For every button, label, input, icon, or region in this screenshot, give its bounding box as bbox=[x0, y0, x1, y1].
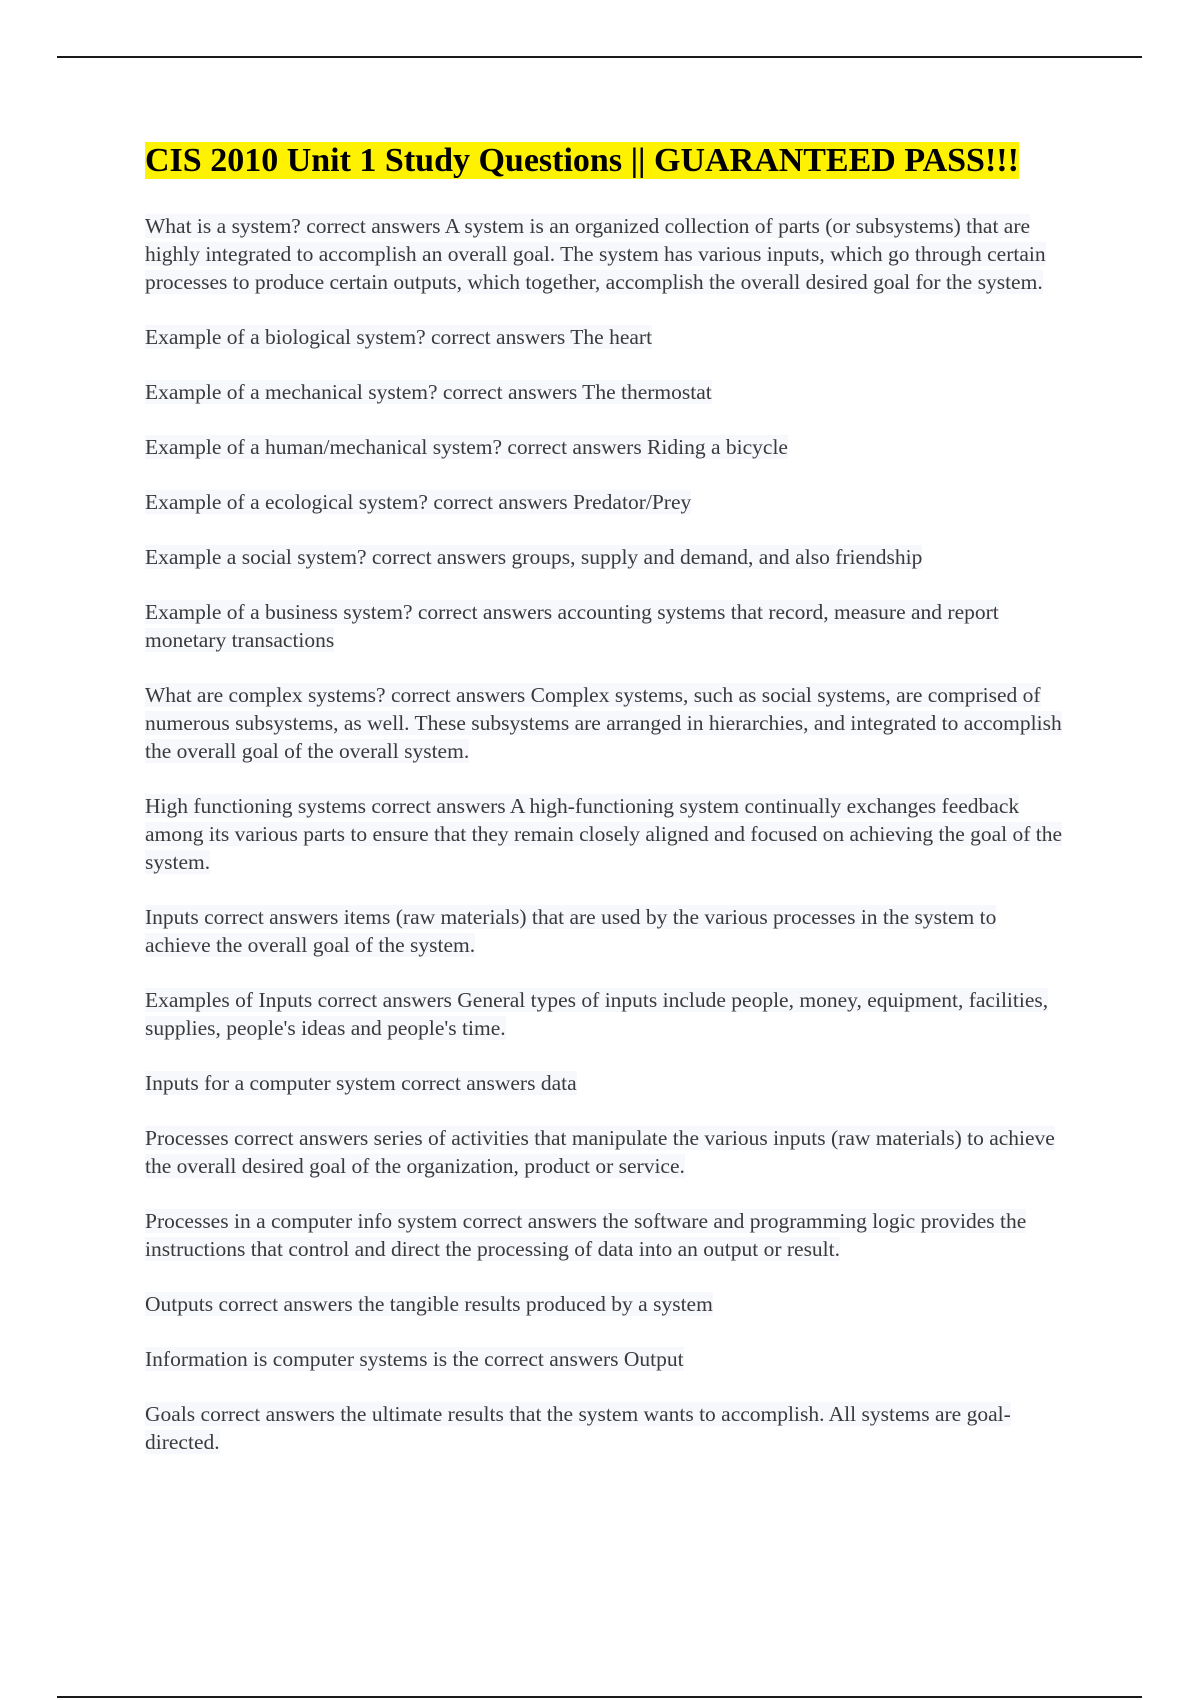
qa-text: Examples of Inputs correct answers General types of inputs include people, money, equipment, facilities, supplies, people's ideas and people's time. bbox=[145, 988, 1049, 1040]
qa-text: Outputs correct answers the tangible results produced by a system bbox=[145, 1292, 713, 1316]
qa-item bbox=[145, 378, 1065, 406]
bottom-rule bbox=[57, 1696, 1142, 1698]
qa-text: Example of a biological system? correct answers The heart bbox=[145, 325, 653, 349]
qa-text: Example of a ecological system? correct answers Predator/Prey bbox=[145, 490, 692, 514]
qa-text: Inputs correct answers items (raw materials) that are used by the various processes in the system to achieve the overall goal of the system. bbox=[145, 905, 997, 957]
qa-item bbox=[145, 1290, 1065, 1318]
qa-item bbox=[145, 903, 1065, 959]
qa-item bbox=[145, 433, 1065, 461]
qa-item bbox=[145, 598, 1065, 654]
qa-text: What are complex systems? correct answers Complex systems, such as social systems, are comprised of numerous subsystems, as well. These subsystems are arranged in hierarchies, and integrated to accomplish the overall goal of the overall system. bbox=[145, 683, 1062, 763]
qa-text: Example of a human/mechanical system? correct answers Riding a bicycle bbox=[145, 435, 788, 459]
qa-text: Inputs for a computer system correct answers data bbox=[145, 1071, 577, 1095]
qa-item bbox=[145, 212, 1065, 296]
qa-item bbox=[145, 1400, 1065, 1456]
qa-text: Processes in a computer info system correct answers the software and programming logic provides the instructions that control and direct the processing of data into an output or result. bbox=[145, 1209, 1027, 1261]
qa-text: Example of a business system? correct answers accounting systems that record, measure and report monetary transactions bbox=[145, 600, 999, 652]
qa-item bbox=[145, 323, 1065, 351]
qa-item bbox=[145, 543, 1065, 571]
qa-text: Goals correct answers the ultimate results that the system wants to accomplish. All systems are goal-directed. bbox=[145, 1402, 1011, 1454]
qa-item bbox=[145, 681, 1065, 765]
qa-item bbox=[145, 1207, 1065, 1263]
qa-text: Example a social system? correct answers groups, supply and demand, and also friendship bbox=[145, 545, 923, 569]
document-title bbox=[145, 140, 1065, 182]
qa-item bbox=[145, 1124, 1065, 1180]
qa-text: High functioning systems correct answers A high-functioning system continually exchanges feedback among its various parts to ensure that they remain closely aligned and focused on achieving the goal of the system. bbox=[145, 794, 1063, 874]
document-body bbox=[145, 140, 1065, 1483]
qa-text: What is a system? correct answers A system is an organized collection of parts (or subsystems) that are highly integrated to accomplish an overall goal. The system has various inputs, which go through certain processes to produce certain outputs, which together, accomplish the overall desired goal for the system. bbox=[145, 214, 1046, 294]
qa-item bbox=[145, 1345, 1065, 1373]
qa-text: Example of a mechanical system? correct answers The thermostat bbox=[145, 380, 712, 404]
qa-item bbox=[145, 488, 1065, 516]
top-rule bbox=[57, 56, 1142, 58]
qa-item bbox=[145, 1069, 1065, 1097]
qa-text: Processes correct answers series of activities that manipulate the various inputs (raw materials) to achieve the overall desired goal of the organization, product or service. bbox=[145, 1126, 1055, 1178]
qa-item bbox=[145, 792, 1065, 876]
qa-text: Information is computer systems is the correct answers Output bbox=[145, 1347, 684, 1371]
qa-item bbox=[145, 986, 1065, 1042]
title-text: CIS 2010 Unit 1 Study Questions || GUARANTEED PASS!!! bbox=[145, 142, 1019, 179]
qa-list bbox=[145, 212, 1065, 1456]
